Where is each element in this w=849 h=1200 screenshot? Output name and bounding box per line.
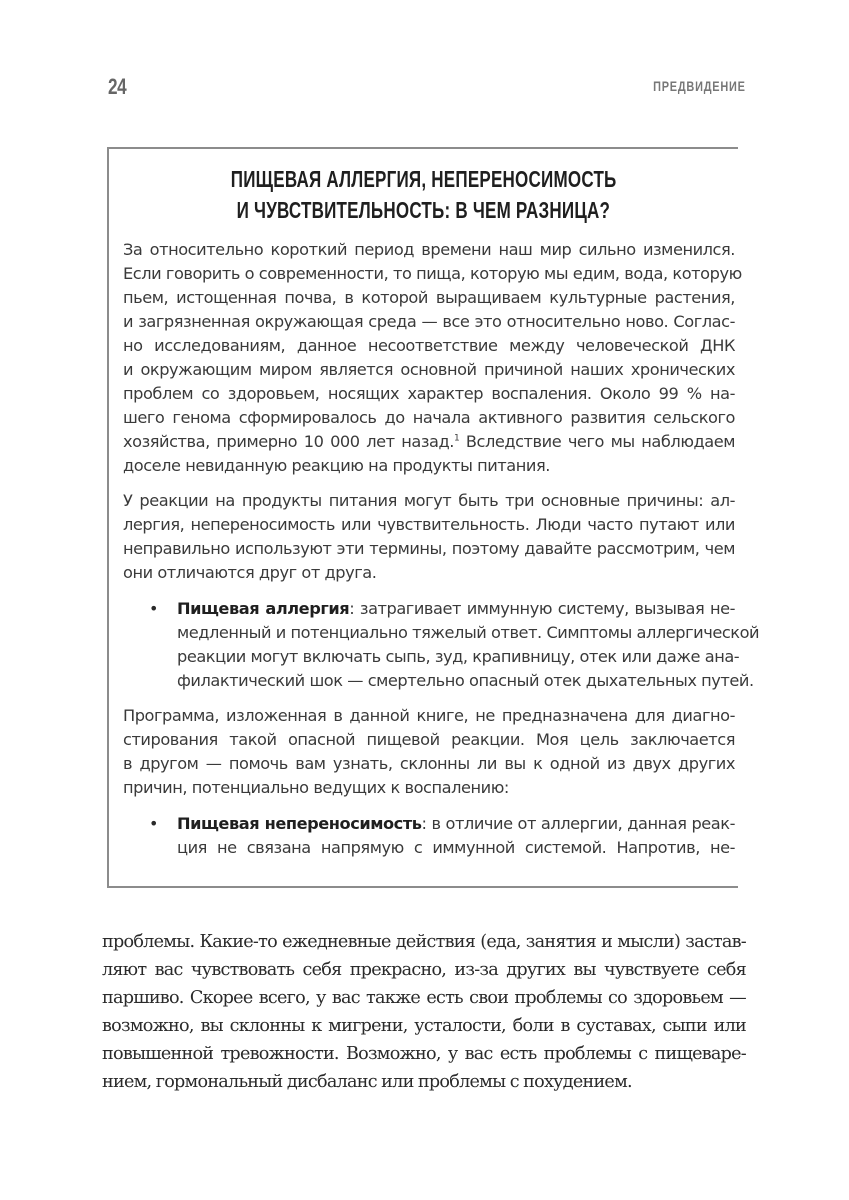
running-head: ПРЕДВИДЕНИЕ — [653, 78, 746, 94]
text-line: проблемы. Какие-то ежедневные действия (еда, занятия и мысли) застав- — [102, 932, 746, 952]
text-line: Программа, изложенная в данной книге, не предназначена для диагно- — [123, 706, 735, 725]
sidebar-title-line-2 — [109, 197, 738, 224]
text-line: неправильно используют эти термины, поэтому давайте рассмотрим, чем — [123, 539, 735, 558]
text-line: медленный и потенциально тяжелый ответ. Симптомы аллергической — [177, 623, 760, 642]
sidebar-title-line-1 — [109, 166, 738, 193]
text-line: и окружающим миром является основной причиной наших хронических — [123, 360, 735, 379]
text-line: возможно, вы склонны к мигрени, усталости, боли в суставах, сыпи или — [102, 1016, 746, 1036]
text-line: реакции могут включать сыпь, зуд, крапивницу, отек или даже ана- — [177, 647, 740, 666]
text-line: проблем со здоровьем, носящих характер воспаления. Около 99 % на- — [123, 384, 735, 403]
text-line: нием, гормональный дисбаланс или проблемы с похудением. — [102, 1072, 632, 1092]
text-line: филактический шок — смертельно опасный отек дыхательных путей. — [177, 671, 754, 690]
text-line: ляют вас чувствовать себя прекрасно, из-за других вы чувствуете себя — [102, 960, 746, 980]
text-line: За относительно короткий период времени наш мир сильно изменился. — [123, 240, 735, 259]
bullet-term: Пищевая аллергия — [177, 599, 350, 618]
text-line — [177, 597, 735, 621]
text-line: паршиво. Скорее всего, у вас также есть свои проблемы со здоровьем — — [102, 988, 746, 1008]
text-line: повышенной тревожности. Возможно, у вас есть проблемы с пищеваре- — [102, 1044, 746, 1064]
text-line: и загрязненная окружающая среда — все это относительно ново. Соглас- — [123, 312, 735, 331]
text-line — [123, 430, 735, 454]
text-line — [177, 812, 735, 836]
text-line: доселе невиданную реакцию на продукты питания. — [123, 456, 550, 475]
text-line: шего генома сформировалось до начала активного развития сельского — [123, 408, 735, 427]
text-line: но исследованиям, данное несоответствие между человеческой ДНК — [123, 336, 735, 355]
page-number: 24 — [108, 74, 127, 99]
text-segment: Вследствие чего мы наблюдаем — [459, 432, 735, 451]
sidebar-title-text: ПИЩЕВАЯ АЛЛЕРГИЯ, НЕПЕРЕНОСИМОСТЬ — [230, 166, 617, 192]
sidebar-title-text: И ЧУВСТВИТЕЛЬНОСТЬ: В ЧЕМ РАЗНИЦА? — [236, 197, 611, 223]
text-line: в другом — помочь вам узнать, склонны ли вы к одной из двух других — [123, 754, 735, 773]
text-line: лергия, непереносимость или чувствительность. Люди часто путают или — [123, 515, 735, 534]
text-line: Если говорить о современности, то пища, которую мы едим, вода, которую — [123, 264, 742, 283]
text-line: причин, потенциально ведущих к воспалению: — [123, 778, 509, 797]
text-line: стирования такой опасной пищевой реакции. Моя цель заключается — [123, 730, 735, 749]
text-segment: хозяйства, примерно 10 000 лет назад. — [123, 432, 454, 451]
bullet-icon: • — [149, 599, 159, 618]
text-segment: : в отличие от аллергии, данная реак- — [421, 814, 735, 833]
sidebar-box — [107, 147, 760, 888]
text-line: ция не связана напрямую с иммунной системой. Напротив, не- — [177, 838, 735, 857]
text-segment: : затрагивает иммунную систему, вызывая не- — [349, 599, 735, 618]
bullet-icon: • — [149, 814, 159, 833]
text-line: они отличаются друг от друга. — [123, 563, 377, 582]
bullet-term: Пищевая непереносимость — [177, 814, 422, 833]
footnote-marker[interactable]: 1 — [453, 433, 460, 444]
text-line: У реакции на продукты питания могут быть три основные причины: ал- — [123, 491, 735, 510]
text-line: пьем, истощенная почва, в которой выращиваем культурные растения, — [123, 288, 735, 307]
